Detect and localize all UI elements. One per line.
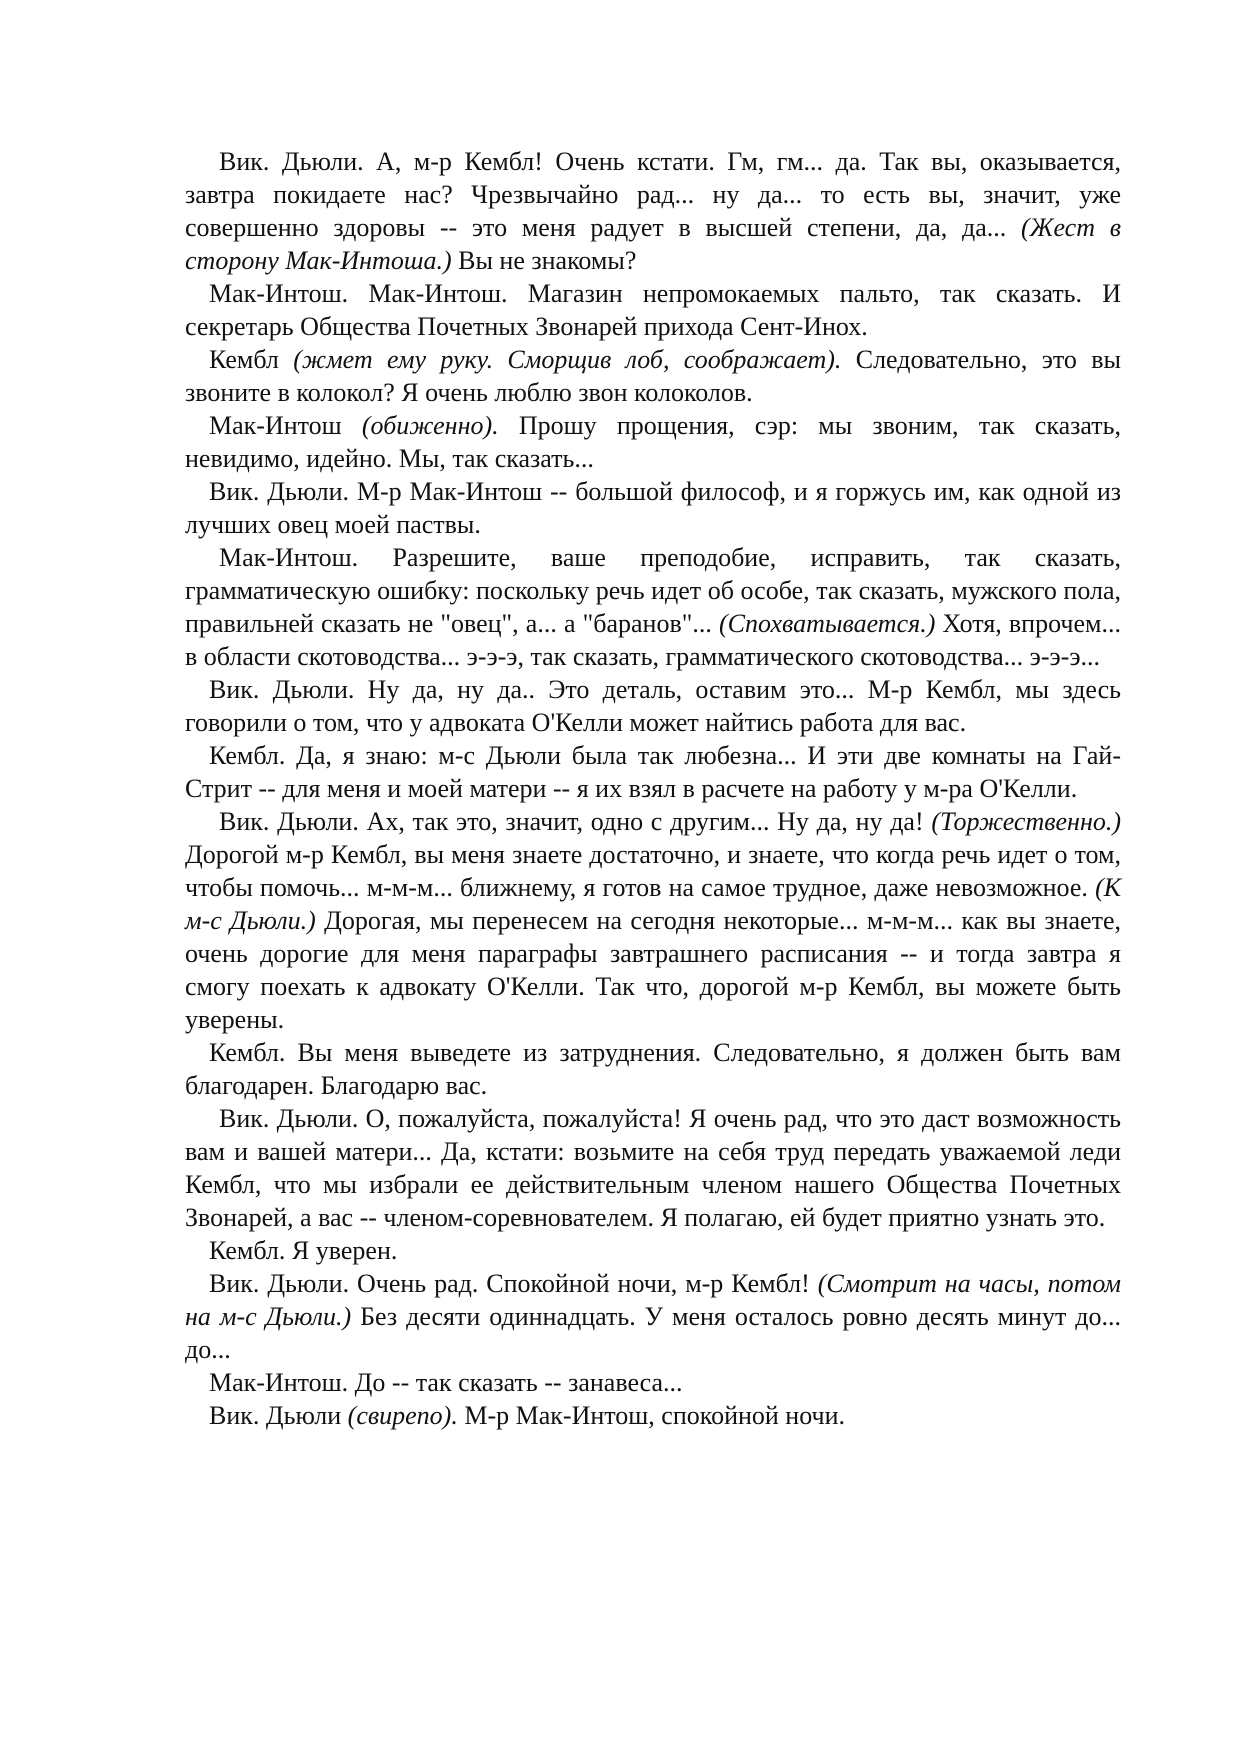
- dialogue-text: Хотя, впрочем... в области скотоводства... э-э-э, так сказать, грамматического скотоводства... э-э-э...: [185, 609, 1121, 671]
- paragraph: [185, 1399, 1121, 1432]
- paragraph: [185, 277, 1121, 343]
- paragraph: [185, 541, 1121, 673]
- paragraph: [185, 475, 1121, 541]
- dialogue-text: Мак-Интош. Мак-Интош. Магазин непромокаемых пальто, так сказать. И секретарь Общества Почетных Звонарей прихода Сент-Инох.: [185, 279, 1121, 341]
- dialogue-text: Кембл. Я уверен.: [209, 1236, 398, 1265]
- dialogue-text: Дорогая, мы перенесем на сегодня некоторые... м-м-м... как вы знаете, очень дорогие для меня параграфы завтрашнего расписания -- и тогда завтра я смогу поехать к адвокату О'Келли. Так что, дорогой м-р Кембл, вы можете быть уверены.: [185, 906, 1121, 1034]
- document-page: [185, 145, 1121, 1432]
- stage-direction: (Торжественно.): [931, 807, 1121, 836]
- paragraph: [185, 1267, 1121, 1366]
- dialogue-text: Мак-Интош: [209, 411, 362, 440]
- dialogue-text: Кембл. Вы меня выведете из затруднения. Следовательно, я должен быть вам благодарен. Благодарю вас.: [185, 1038, 1121, 1100]
- paragraph: [185, 805, 1121, 1036]
- dialogue-text: Вик. Дьюли. О, пожалуйста, пожалуйста! Я очень рад, что это даст возможность вам и вашей матери... Да, кстати: возьмите на себя труд передать уважаемой леди Кембл, что мы избрали ее действительным членом нашего Общества Почетных Звонарей, а вас -- членом-соревнователем. Я полагаю, ей будет приятно узнать это.: [185, 1104, 1121, 1232]
- paragraph: [185, 343, 1121, 409]
- dialogue-text: Вы не знакомы?: [451, 246, 637, 275]
- dialogue-text: Кембл: [209, 345, 294, 374]
- dialogue-text: Дорогой м-р Кембл, вы меня знаете достаточно, и знаете, что когда речь идет о том, чтобы помочь... м-м-м... ближнему, я готов на самое трудное, даже невозможное.: [185, 840, 1121, 902]
- dialogue-text: Мак-Интош. Разрешите, ваше преподобие, исправить, так сказать, грамматическую ошибку: поскольку речь идет об особе, так сказать, мужского пола, правильней сказать не "овец", а... а "баранов"...: [185, 543, 1121, 638]
- dialogue-text: Вик. Дьюли. Ну да, ну да.. Это деталь, оставим это... М-р Кембл, мы здесь говорили о том, что у адвоката О'Келли может найтись работа для вас.: [185, 675, 1121, 737]
- dialogue-text: Мак-Интош. До -- так сказать -- занавеса...: [209, 1368, 683, 1397]
- dialogue-text: Кембл. Да, я знаю: м-с Дьюли была так любезна... И эти две комнаты на Гай-Стрит -- для меня и моей матери -- я их взял в расчете на работу у м-ра О'Келли.: [185, 741, 1121, 803]
- stage-direction: (Смотрит на часы, потом на м-с Дьюли.): [185, 1269, 1121, 1331]
- paragraph: [185, 673, 1121, 739]
- paragraph: [185, 1102, 1121, 1234]
- dialogue-text: Следовательно, это вы звоните в колокол? Я очень люблю звон колоколов.: [185, 345, 1122, 407]
- paragraph: [185, 1366, 1121, 1399]
- dialogue-text: Вик. Дьюли. М-р Мак-Интош -- большой философ, и я горжусь им, как одной из лучших овец моей паствы.: [185, 477, 1121, 539]
- dialogue-text: Вик. Дьюли. Ах, так это, значит, одно с другим... Ну да, ну да!: [219, 807, 932, 836]
- paragraph: [185, 409, 1121, 475]
- dialogue-text: Без десяти одиннадцать. У меня осталось ровно десять минут до... до...: [185, 1302, 1121, 1364]
- paragraph: [185, 739, 1121, 805]
- dialogue-text: Вик. Дьюли. Очень рад. Спокойной ночи, м-р Кембл!: [209, 1269, 818, 1298]
- stage-direction: (жмет ему руку. Сморщив лоб, соображает).: [293, 345, 842, 374]
- dialogue-text: М-р Мак-Интош, спокойной ночи.: [457, 1401, 846, 1430]
- paragraph: [185, 1234, 1121, 1267]
- stage-direction: (К м-с Дьюли.): [185, 873, 1121, 935]
- stage-direction: (Спохватывается.): [718, 609, 936, 638]
- paragraph: [185, 145, 1121, 277]
- dialogue-text: Вик. Дьюли: [209, 1401, 348, 1430]
- stage-direction: (обиженно).: [361, 411, 499, 440]
- dialogue-text: Вик. Дьюли. А, м-р Кембл! Очень кстати. Гм, гм... да. Так вы, оказывается, завтра покидаете нас? Чрезвычайно рад... ну да... то есть вы, значит, уже совершенно здоровы -- это меня радует в высшей степени, да, да...: [185, 147, 1121, 242]
- paragraph: [185, 1036, 1121, 1102]
- stage-direction: (свирепо).: [347, 1401, 458, 1430]
- dialogue-text: Прошу прощения, сэр: мы звоним, так сказать, невидимо, идейно. Мы, так сказать...: [185, 411, 1121, 473]
- stage-direction: (Жест в сторону Мак-Интоша.): [185, 213, 1121, 275]
